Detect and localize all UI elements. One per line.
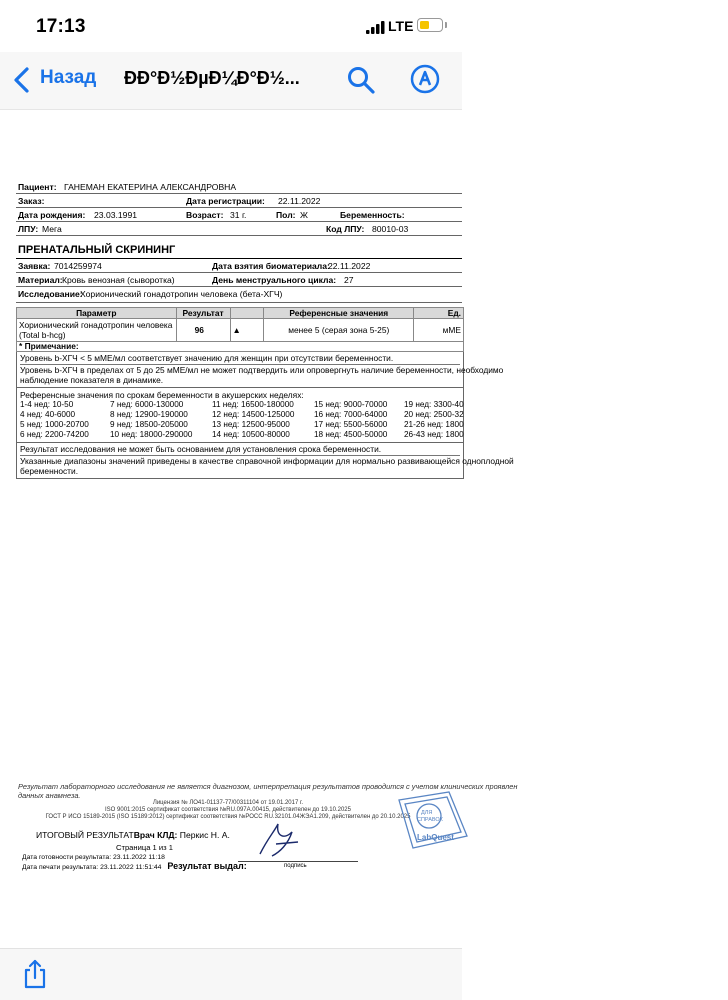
section-title: ПРЕНАТАЛЬНЫЙ СКРИНИНГ: [16, 242, 462, 259]
final-result-label: ИТОГОВЫЙ РЕЗУЛЬТАТ: [36, 830, 134, 840]
status-time: 17:13: [36, 16, 86, 37]
birth-row: Дата рождения: 23.03.1991 Возраст: 31 г. Пол: Ж Беременность:: [16, 208, 462, 222]
chevron-left-icon[interactable]: [12, 67, 30, 93]
results-table: [16, 307, 464, 352]
page-info: Страница 1 из 1: [116, 843, 173, 852]
bottom-toolbar: [0, 948, 462, 1000]
signature-label: подпись: [284, 863, 307, 869]
document-title: ÐÐ°Ð½ÐµÐ¼Ð°Ð½...: [124, 68, 300, 88]
doctor-name: Перкис Н. А.: [179, 830, 230, 840]
share-icon[interactable]: [22, 959, 48, 989]
reference-value: менее 5 (серая зона 5-25): [264, 319, 414, 342]
table-row: Хорионический гонадотропин человека (Total b-hcg) 96 ▲ менее 5 (серая зона 5-25) мМЕ: [17, 319, 464, 342]
stamp-text: СПРАВОК: [417, 817, 443, 823]
license-info: Лицензия № ЛО41-01137-77/00311104 от 19.01.2017 г. ISO 9001:2015 сертификат соответствия №RU.097А.00415, действителен до 19.10.2025 ГОСТ Р ИСО 15189-2015 (ISO 15189:2012) сертификат соответствия №РОСС RU.32101.04ЖЭА1.209, действителен до 20.10.2025: [45, 800, 411, 821]
markup-pen-icon[interactable]: [410, 64, 440, 94]
patient-row: Пациент: ГАНЕМАН ЕКАТЕРИНА АЛЕКСАНДРОВНА: [16, 180, 462, 194]
battery-cap: [445, 22, 447, 28]
note-row: * Примечание:: [17, 342, 464, 352]
request-row: Заявка: 7014259974 Дата взятия биоматериала: 22.11.2022: [16, 259, 462, 273]
lpu-row: ЛПУ: Мега Код ЛПУ: 80010-03: [16, 222, 462, 236]
final-notes-box: Результат исследования не может быть основанием для установления срока беременности. Указанные диапазоны значений приведены в качестве справочной информации для нормально развивающейся одноплодной беременности.: [16, 443, 464, 479]
order-row: Заказ: Дата регистрации: 22.11.2022: [16, 194, 462, 208]
stamp-text: ДЛЯ: [421, 810, 433, 816]
table-header: Параметр Результат Референсные значения Ед.: [17, 308, 464, 319]
note-box: Уровень b-ХГЧ < 5 мМЕ/мл соответствует значению для женщин при отсутствии беременности. Уровень b-ХГЧ в пределах от 5 до 25 мМЕ/мл не может подтвердить или опровергнуть наличие беременности, необходимо наблюдение показателя в динамике.: [16, 352, 464, 388]
patient-name: ГАНЕМАН ЕКАТЕРИНА АЛЕКСАНДРОВНА: [64, 182, 237, 192]
nav-bar: [0, 52, 462, 110]
result-value: 96: [176, 319, 230, 342]
search-icon[interactable]: [346, 65, 376, 95]
status-bar: [0, 0, 462, 52]
lab-report: [16, 180, 514, 479]
lab-stamp-icon: [393, 790, 473, 850]
high-flag-icon: ▲: [230, 319, 264, 342]
cellular-signal-icon: [366, 21, 385, 34]
unit-value: мМЕ: [414, 319, 464, 342]
dates-block: Дата готовности результата: 23.11.2022 11:18 Дата печати результата: 23.11.2022 11:51:44 Результат выдал:: [22, 854, 247, 871]
back-button[interactable]: Назад: [40, 67, 97, 88]
material-row: Материал: Кровь венозная (сыворотка) День менструального цикла: 27: [16, 273, 462, 287]
reference-grid: 1-4 нед: 10-50 7 нед: 6000-130000 11 нед: 16500-180000 15 нед: 9000-70000 19 нед: 3300-40 4 нед: 40-6000 8 нед: 12900-190000 12 нед: 14500-125000 16 нед: 7000-64000 20 нед: 2500-32 5 нед: 1000-20700 9 нед: 18500-205000 13 нед: 12500-95000 17 нед: 5500-56000 21-26 нед: 1800 6 нед: 2200-74200 10 нед: 18000-290000 14 нед: 10500-80000 18 нед: 4500-50000 26-43 нед: 1800: [20, 400, 464, 439]
reference-box: Референсные значения по срокам беременности в акушерских неделях: 1-4 нед: 10-50 7 нед: 6000-130000 11 нед: 16500-180000 15 нед: 9000-70000 19 нед: 3300-40 4 нед: 40-6000 8 нед: 12900-190000 12 нед: 14500-125000 16 нед: 7000-64000 20 нед: 2500-32 5 нед: 1000-20700 9 нед: 18500-205000 13 нед: 12500-95000 17 нед: 5500-56000 21-26 нед: 1800 6 нед: 2200-74200 10 нед: 18000-290000 14 нед: 10500-80000 18 нед: 4500-50000 26-43 нед: 1800: [16, 388, 464, 444]
network-type: LTE: [388, 18, 414, 34]
final-result-line: ИТОГОВЫЙ РЕЗУЛЬТАТВрач КЛД: Перкис Н. А.: [36, 830, 230, 840]
battery-icon: [417, 18, 443, 32]
study-row: Исследование: Хорионический гонадотропин человека (бета-ХГЧ): [16, 287, 462, 303]
signature-scribble: [254, 818, 306, 862]
disclaimer: Результат лабораторного исследования не является диагнозом, интерпретация результатов проводится с учетом клинических проявлен данных анамнеза.: [18, 782, 518, 800]
document-viewer[interactable]: [0, 110, 518, 948]
stamp-brand: LabQuest: [417, 833, 454, 842]
